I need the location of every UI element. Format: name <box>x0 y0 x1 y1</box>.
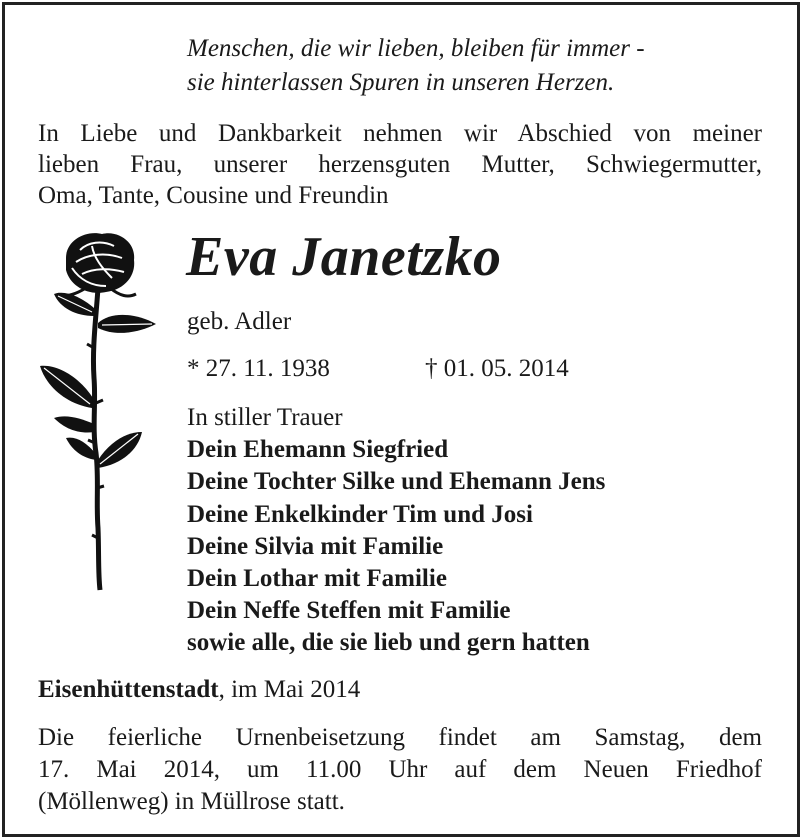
quote-line: sie hinterlassen Spuren in unseren Herzen. <box>187 69 615 96</box>
mourner-line: Deine Silvia mit Familie <box>187 532 444 560</box>
mourner-line: sowie alle, die sie lieb und gern hatten <box>187 629 590 657</box>
intro-line: Oma, Tante, Cousine und Freundin <box>38 182 389 209</box>
maiden-name: geb. Adler <box>187 308 292 335</box>
intro-text <box>38 118 762 211</box>
rose-icon <box>36 228 160 598</box>
place-month: , im Mai 2014 <box>218 676 361 703</box>
death-date: † 01. 05. 2014 <box>425 355 569 382</box>
burial-info <box>38 722 762 818</box>
intro-line: lieben Frau, unserer herzensguten Mutter, Schwiegermutter, <box>38 151 762 178</box>
burial-line: Die feierliche Urnenbeisetzung findet am Samstag, dem <box>38 724 762 751</box>
mourner-line: Dein Neffe Steffen mit Familie <box>187 597 511 625</box>
burial-line: 17. Mai 2014, um 11.00 Uhr auf dem Neuen Friedhof <box>38 756 762 783</box>
deceased-name: Eva Janetzko <box>186 226 502 288</box>
mourner-line: Deine Tochter Silke und Ehemann Jens <box>187 468 606 496</box>
intro-line: In Liebe und Dankbarkeit nehmen wir Abschied von meiner <box>38 120 762 147</box>
mourning-heading: In stiller Trauer <box>187 404 343 431</box>
mourner-line: Dein Lothar mit Familie <box>187 565 447 593</box>
memorial-quote <box>187 32 747 100</box>
quote-line: Menschen, die wir lieben, bleiben für immer - <box>187 35 645 62</box>
burial-line: (Möllenweg) in Müllrose statt. <box>38 788 345 815</box>
mourner-line: Deine Enkelkinder Tim und Josi <box>187 500 533 528</box>
mourner-line: Dein Ehemann Siegfried <box>187 436 449 464</box>
place-city: Eisenhüttenstadt <box>38 676 219 703</box>
place-date <box>38 674 360 706</box>
birth-date: * 27. 11. 1938 <box>187 355 330 382</box>
mourners-list <box>187 402 605 660</box>
